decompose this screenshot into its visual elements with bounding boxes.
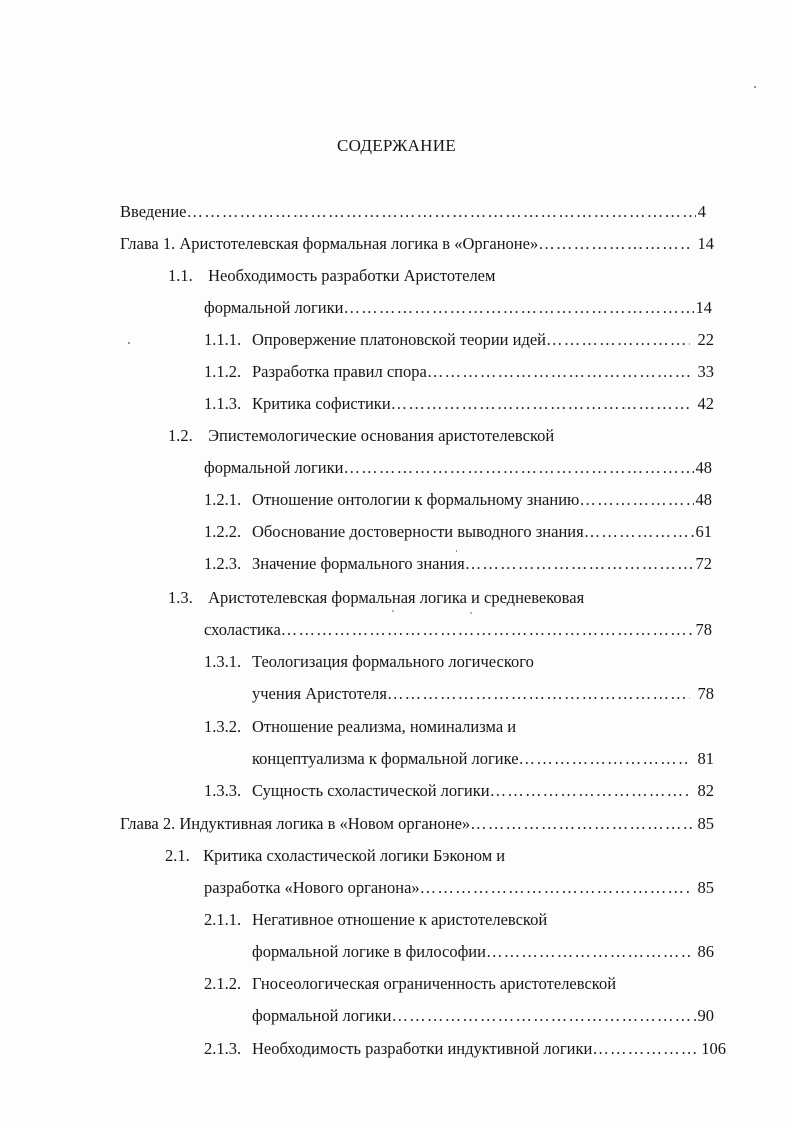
toc-entry-page: 85 (697, 814, 714, 833)
dot-leader (187, 201, 696, 223)
toc-entry-page: 81 (697, 749, 714, 768)
toc-entry-1-3-continuation[interactable] (204, 619, 712, 641)
toc-entry-2-1[interactable] (165, 845, 505, 867)
toc-entry-page: 106 (701, 1039, 726, 1058)
scan-speck (754, 86, 756, 88)
toc-entry-number: 1.3.3. (204, 781, 242, 800)
toc-entry-text: Опровержение платоновской теории идей (252, 330, 547, 349)
toc-entry-2-1-2-continuation[interactable] (252, 1005, 714, 1027)
toc-entry-1-3-3[interactable] (204, 780, 714, 802)
dot-leader (343, 297, 693, 319)
dot-leader (538, 233, 689, 255)
toc-entry-1-3-1[interactable] (204, 651, 534, 673)
toc-entry-1-3-2-continuation[interactable] (252, 748, 714, 770)
toc-entry-text: формальной логики (252, 1006, 392, 1025)
toc-entry-page: 86 (697, 942, 714, 961)
toc-entry-text: Аристотелевская формальная логика и средневековая (208, 588, 585, 607)
dot-leader (584, 521, 694, 543)
toc-entry-page: 48 (695, 458, 712, 477)
dot-leader (579, 489, 693, 511)
toc-entry-text: формальной логики (204, 298, 344, 317)
toc-entry-page: 85 (697, 878, 714, 897)
dot-leader (519, 748, 690, 770)
toc-entry-1-3-1-continuation[interactable] (252, 683, 714, 705)
dot-leader (470, 813, 691, 835)
toc-entry-text: Отношение онтологии к формальному знанию (252, 490, 580, 509)
toc-entry-page: 90 (697, 1006, 714, 1025)
toc-entry-page: 14 (697, 234, 714, 253)
toc-entry-1-2-2[interactable] (204, 521, 712, 543)
toc-entry-introduction[interactable] (120, 201, 706, 223)
toc-entry-text: формальной логике в философии (252, 942, 486, 961)
dot-leader (486, 941, 690, 963)
toc-entry-text: Введение (120, 202, 187, 221)
toc-entry-number: 1.1.2. (204, 362, 242, 381)
toc-entry-number: 1.1.3. (204, 394, 242, 413)
dot-leader (281, 619, 694, 641)
toc-entry-page: 78 (697, 684, 714, 703)
scan-speck (470, 612, 472, 614)
dot-leader (427, 361, 690, 383)
toc-entry-number: 2.1. (165, 846, 190, 865)
toc-entry-1-1-1[interactable] (204, 329, 714, 351)
toc-entry-text: концептуализма к формальной логике (252, 749, 519, 768)
toc-entry-page: 14 (695, 298, 712, 317)
scan-speck (456, 550, 457, 552)
toc-entry-number: 1.1.1. (204, 330, 242, 349)
toc-entry-1-2[interactable] (168, 425, 554, 447)
toc-entry-number: 2.1.2. (204, 974, 242, 993)
toc-entry-number: 1.2. (168, 426, 193, 445)
toc-entry-text: учения Аристотеля (252, 684, 387, 703)
toc-entry-1-2-1[interactable] (204, 489, 712, 511)
toc-entry-text: Гносеологическая ограниченность аристотелевской (252, 974, 617, 993)
toc-entry-number: 1.3.1. (204, 652, 242, 671)
toc-entry-1-2-continuation[interactable] (204, 457, 712, 479)
toc-entry-page: 61 (695, 522, 712, 541)
toc-entry-1-3-2[interactable] (204, 716, 516, 738)
toc-entry-number: 1.1. (168, 266, 193, 285)
toc-entry-page: 78 (695, 620, 712, 639)
dot-leader (490, 780, 690, 802)
toc-entry-text: формальной логики (204, 458, 344, 477)
dot-leader (420, 877, 690, 899)
toc-entry-chapter-1[interactable] (120, 233, 714, 255)
toc-entry-text: Эпистемологические основания аристотелевской (208, 426, 555, 445)
toc-entry-text: Глава 2. Индуктивная логика в «Новом органоне» (120, 814, 471, 833)
toc-entry-number: 1.3. (168, 588, 193, 607)
toc-entry-text: Обоснование достоверности выводного знания (252, 522, 584, 541)
toc-entry-text: Необходимость разработки индуктивной логики (252, 1039, 593, 1058)
toc-entry-text: Негативное отношение к аристотелевской (252, 910, 548, 929)
toc-entry-text: Отношение реализма, номинализма и (252, 717, 517, 736)
toc-entry-1-3[interactable] (168, 587, 584, 609)
toc-entry-2-1-continuation[interactable] (204, 877, 714, 899)
dot-leader (592, 1038, 699, 1060)
toc-entry-text: Разработка правил спора (252, 362, 427, 381)
toc-entry-page: 42 (697, 394, 714, 413)
toc-entry-page: 4 (697, 202, 706, 221)
toc-entry-1-2-3[interactable] (204, 553, 712, 575)
toc-entry-text: Теологизация формального логического (252, 652, 534, 671)
toc-entry-number: 1.2.3. (204, 554, 242, 573)
toc-entry-text: Необходимость разработки Аристотелем (208, 266, 496, 285)
toc-entry-chapter-2[interactable] (120, 813, 714, 835)
toc-entry-2-1-2[interactable] (204, 973, 616, 995)
toc-entry-page: 33 (697, 362, 714, 381)
toc-entry-text: Глава 1. Аристотелевская формальная логика в «Органоне» (120, 234, 539, 253)
page-title: СОДЕРЖАНИЕ (336, 136, 457, 155)
toc-entry-text: Сущность схоластической логики (252, 781, 490, 800)
toc-entry-page: 22 (697, 330, 714, 349)
dot-leader (546, 329, 689, 351)
dot-leader (343, 457, 693, 479)
toc-entry-text: Значение формального знания (252, 554, 465, 573)
toc-entry-1-1-3[interactable] (204, 393, 714, 415)
dot-leader (465, 553, 694, 575)
toc-entry-2-1-1[interactable] (204, 909, 547, 931)
toc-entry-text: Критика софистики (252, 394, 391, 413)
toc-entry-number: 1.3.2. (204, 717, 242, 736)
toc-entry-1-1-continuation[interactable] (204, 297, 712, 319)
toc-entry-text: разработка «Нового органона» (204, 878, 420, 897)
scan-speck (392, 610, 394, 612)
toc-entry-number: 1.2.2. (204, 522, 242, 541)
dot-leader (387, 683, 690, 705)
scan-speck (128, 342, 130, 344)
toc-entry-page: 82 (697, 781, 714, 800)
toc-entry-number: 1.2.1. (204, 490, 242, 509)
toc-entry-text: Критика схоластической логики Бэконом и (203, 846, 506, 865)
toc-entry-number: 2.1.1. (204, 910, 242, 929)
toc-entry-1-1-2[interactable] (204, 361, 714, 383)
toc-entry-page: 48 (695, 490, 712, 509)
dot-leader (391, 1005, 695, 1027)
dot-leader (391, 393, 690, 415)
toc-entry-number: 2.1.3. (204, 1039, 242, 1058)
toc-entry-page: 72 (695, 554, 712, 573)
toc-entry-1-1[interactable] (168, 265, 495, 287)
toc-entry-text: схоластика (204, 620, 281, 639)
toc-entry-2-1-1-continuation[interactable] (252, 941, 714, 963)
toc-entry-2-1-3[interactable] (204, 1038, 726, 1060)
